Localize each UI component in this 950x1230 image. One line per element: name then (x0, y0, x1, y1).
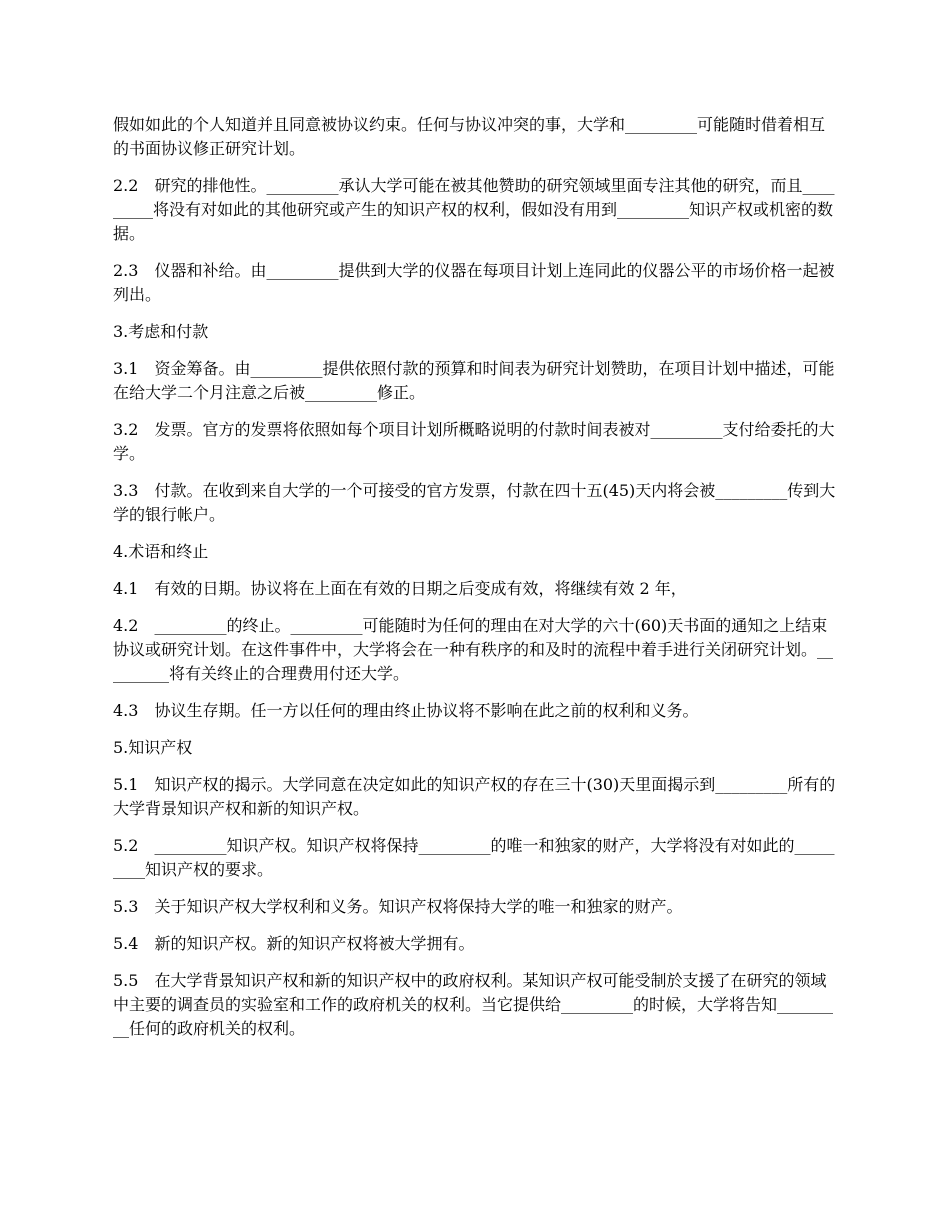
clause-4-2: 4.2 _________的终止。_________可能随时为任何的理由在对大学的六十(60)天书面的通知之上结束协议或研究计划。在这件事件中，大学将会在一种有秩序的和及时的流程中着手进行关闭研究计划。_________将有关终止的合理费用付还大学。 (113, 616, 834, 683)
clause-4-3: 4.3 协议生存期。任一方以任何的理由终止协议将不影响在此之前的权利和义务。 (113, 701, 699, 720)
clause-2-2: 2.2 研究的排他性。_________承认大学可能在被其他赞助的研究领域里面专注其他的研究，而且_________将没有对如此的其他研究或产生的知识产权的权利，假如没有用到_________知识产权或机密的数据。 (113, 176, 835, 243)
clause-2-3: 2.3 仪器和补给。由_________提供到大学的仪器在每项目计划上连同此的仪器公平的市场价格一起被列出。 (113, 261, 835, 304)
paragraph-continuation: 假如如此的个人知道并且同意被协议约束。任何与协议冲突的事，大学和_________可能随时借着相互的书面协议修正研究计划。 (113, 115, 826, 158)
section-3-heading: 3.考虑和付款 (113, 322, 209, 341)
clause-5-5: 5.5 在大学背景知识产权和新的知识产权中的政府权利。某知识产权可能受制於支援了在研究的领域中主要的调查员的实验室和工作的政府机关的权利。当它提供给_________的时候，大学将告知_________任何的政府机关的权利。 (113, 971, 834, 1038)
section-4-heading: 4.术语和终止 (113, 542, 209, 561)
clause-3-1: 3.1 资金筹备。由_________提供依照付款的预算和时间表为研究计划赞助，在项目计划中描述，可能在给大学二个月注意之后被_________修正。 (113, 359, 835, 402)
clause-3-2: 3.2 发票。官方的发票将依照如每个项目计划所概略说明的付款时间表被对_________支付给委托的大学。 (113, 420, 835, 463)
clause-5-4: 5.4 新的知识产权。新的知识产权将被大学拥有。 (113, 934, 475, 953)
clause-3-3: 3.3 付款。在收到来自大学的一个可接受的官方发票，付款在四十五(45)天内将会被_________传到大学的银行帐户。 (113, 481, 836, 524)
clause-4-1: 4.1 有效的日期。协议将在上面在有效的日期之后变成有效，将继续有效 2 年， (113, 579, 687, 598)
section-5-heading: 5.知识产权 (113, 738, 193, 757)
clause-5-1: 5.1 知识产权的揭示。大学同意在决定如此的知识产权的存在三十(30)天里面揭示到_________所有的大学背景知识产权和新的知识产权。 (113, 775, 836, 818)
document-page (113, 113, 838, 1054)
clause-5-2: 5.2 _________知识产权。知识产权将保持_________的唯一和独家的财产，大学将没有对如此的_________知识产权的要求。 (113, 836, 835, 879)
clause-5-3: 5.3 关于知识产权大学权利和义务。知识产权将保持大学的唯一和独家的财产。 (113, 897, 683, 916)
